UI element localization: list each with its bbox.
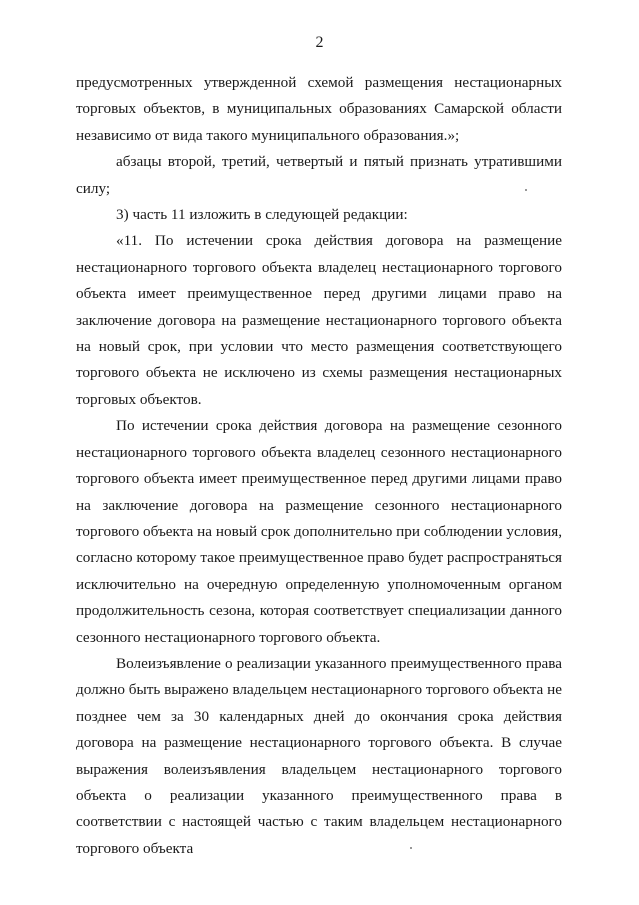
paragraph-part-11: «11. По истечении срока действия договора на размещение нестационарного торгового объекта владелец нестационарного торгового объекта имеет преимущественное перед другими лицами право на заключение договора на размещение нестационарного торгового объекта на новый срок, при условии что место размещения соответствующего торгового объекта не исключено из схемы размещения нестационарных торговых объектов. xyxy=(76,232,562,408)
paragraph-continuation: предусмотренных утвержденной схемой размещения нестационарных торговых объектов, в муниципальных образованиях Самарской области независимо от вида такого муниципального образования.»; xyxy=(76,74,562,144)
page-number: 2 xyxy=(315,34,324,51)
scan-speck xyxy=(525,189,527,191)
paragraph-seasonal: По истечении срока действия договора на размещение сезонного нестационарного торгового объекта владелец сезонного нестационарного торгового объекта имеет преимущественное перед другими лицами право на заключение договора на размещение сезонного нестационарного торгового объекта на новый срок дополнительно при соблюдении условия, согласно которому такое преимущественное право будет распространяться исключительно на очередную определенную уполномоченным органом продолжительность сезона, которая соответствует специализации данного сезонного нестационарного торгового объекта. xyxy=(76,417,562,646)
scan-speck xyxy=(410,847,412,849)
paragraph-repeal: абзацы второй, третий, четвертый и пятый признать утратившими силу; xyxy=(76,153,562,197)
paragraph-amendment-intro: 3) часть 11 изложить в следующей редакции: xyxy=(116,206,408,224)
paragraph-expression-of-will: Волеизъявление о реализации указанного преимущественного права должно быть выражено владельцем нестационарного торгового объекта не позднее чем за 30 календарных дней до окончания срока действия договора на размещение нестационарного торгового объекта. В случае выражения волеизъявления владельцем нестационарного торгового объекта о реализации указанного преимущественного права в соответствии с настоящей частью с таким владельцем нестационарного торгового объекта xyxy=(76,654,562,857)
document-body xyxy=(76,70,562,862)
